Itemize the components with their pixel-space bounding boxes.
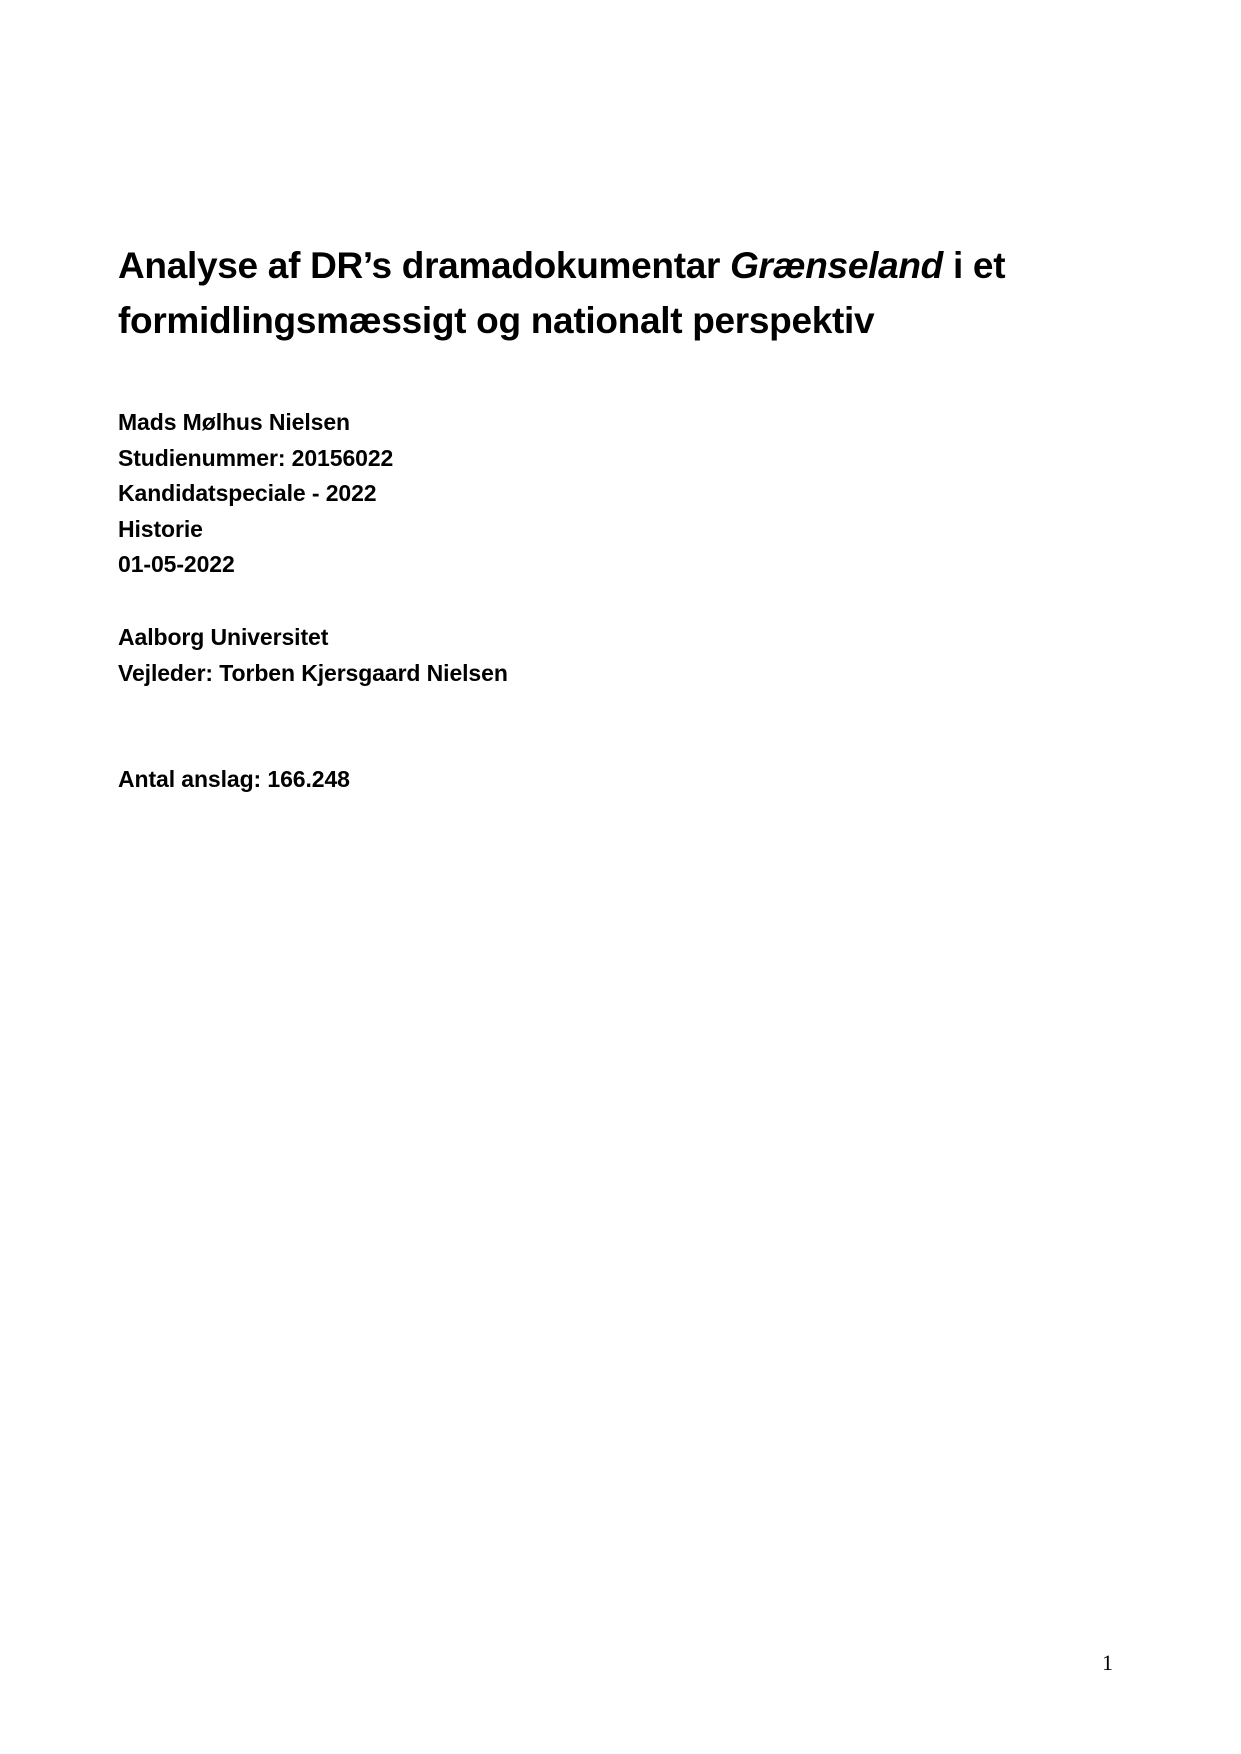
character-count: Antal anslag: 166.248 (118, 766, 350, 792)
student-number: Studienummer: 20156022 (118, 444, 394, 471)
title-part-1: Analyse af DR’s dramadokumentar (118, 245, 731, 286)
university-name: Aalborg Universitet (118, 624, 329, 650)
subject: Historie (118, 515, 203, 542)
title-part-2: i et formidlingsmæssigt og nationalt perspektiv (118, 245, 1006, 341)
character-count-block (118, 762, 350, 798)
author-name: Mads Mølhus Nielsen (118, 409, 350, 435)
author-info-block (118, 405, 393, 583)
university-info-block (118, 620, 508, 691)
thesis-type: Kandidatspeciale - 2022 (118, 480, 377, 506)
page-number: 1 (1102, 1650, 1113, 1675)
supervisor: Vejleder: Torben Kjersgaard Nielsen (118, 659, 508, 686)
document-title (118, 238, 1128, 348)
title-italic-work-name: Grænseland (730, 245, 943, 286)
submission-date: 01-05-2022 (118, 551, 235, 577)
